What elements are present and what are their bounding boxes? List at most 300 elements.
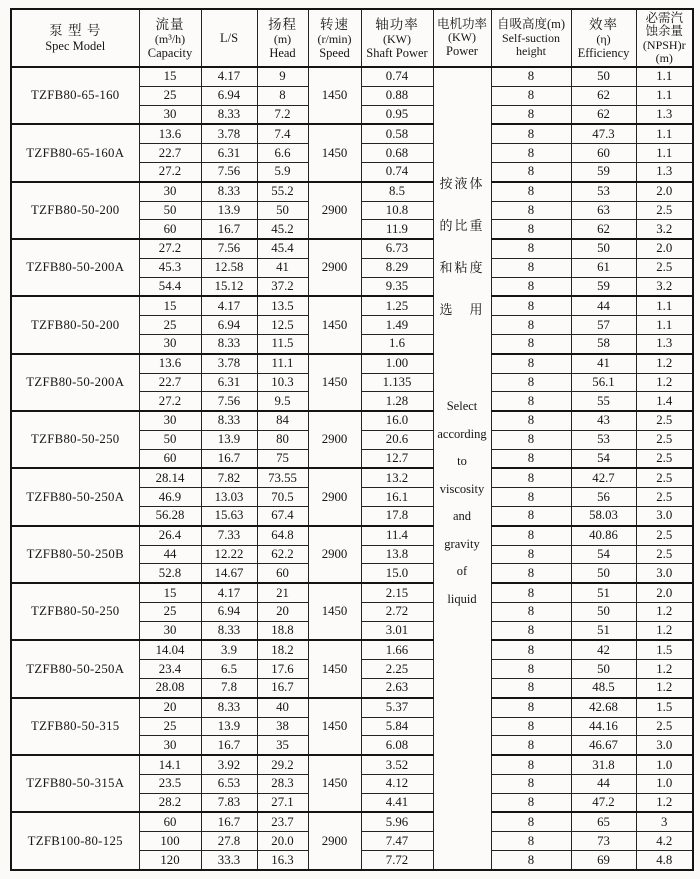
head-cell: 35 xyxy=(257,736,308,755)
col-header-eff-zh: 效率 xyxy=(589,16,618,32)
ls-cell: 33.3 xyxy=(201,851,257,871)
capacity-cell: 30 xyxy=(139,182,201,201)
npsh-cell: 1.1 xyxy=(636,124,693,143)
suction-cell: 8 xyxy=(491,144,571,163)
capacity-cell: 46.9 xyxy=(139,488,201,507)
col-header-capacity-unit: (m³/h) xyxy=(154,31,186,46)
table-row xyxy=(11,67,693,86)
power-note-line-en: gravity xyxy=(444,536,480,551)
ls-cell: 6.31 xyxy=(201,144,257,163)
shaft-power-cell: 5.96 xyxy=(361,812,433,831)
shaft-power-cell: 15.0 xyxy=(361,564,433,583)
power-selection-note xyxy=(434,68,491,613)
shaft-power-cell: 11.9 xyxy=(361,220,433,239)
ls-cell: 4.17 xyxy=(201,296,257,315)
ls-cell: 6.94 xyxy=(201,602,257,621)
suction-cell: 8 xyxy=(491,545,571,564)
speed-cell: 2900 xyxy=(308,239,361,296)
col-header-head-zh: 扬程 xyxy=(268,16,297,32)
shaft-power-cell: 0.88 xyxy=(361,86,433,105)
model-cell: TZFB80-50-200A xyxy=(11,239,139,296)
col-header-shaft-unit: (KW) xyxy=(383,31,411,46)
head-cell: 16.3 xyxy=(257,851,308,871)
npsh-cell: 1.1 xyxy=(636,316,693,335)
shaft-power-cell: 1.6 xyxy=(361,334,433,353)
efficiency-cell: 61 xyxy=(571,258,636,277)
capacity-cell: 28.2 xyxy=(139,793,201,812)
power-note-line-zh: 和粘度 xyxy=(439,260,485,275)
col-header-head-unit: (m) xyxy=(273,31,292,46)
ls-cell: 7.56 xyxy=(201,392,257,411)
speed-cell: 1450 xyxy=(308,755,361,812)
shaft-power-cell: 1.00 xyxy=(361,354,433,373)
head-cell: 80 xyxy=(257,430,308,449)
shaft-power-cell: 2.63 xyxy=(361,678,433,697)
shaft-power-cell: 8.29 xyxy=(361,258,433,277)
shaft-power-cell: 9.35 xyxy=(361,277,433,296)
col-header-suction-en2: height xyxy=(516,43,546,58)
capacity-cell: 27.2 xyxy=(139,239,201,258)
head-cell: 6.6 xyxy=(257,144,308,163)
npsh-cell: 1.5 xyxy=(636,698,693,717)
suction-cell: 8 xyxy=(491,201,571,220)
col-header-power-unit: (KW) xyxy=(448,30,476,45)
head-cell: 29.2 xyxy=(257,755,308,774)
efficiency-cell: 50 xyxy=(571,67,636,86)
npsh-cell: 2.5 xyxy=(636,526,693,545)
shaft-power-cell: 5.84 xyxy=(361,717,433,736)
col-header-power-en: Power xyxy=(446,44,478,59)
capacity-cell: 30 xyxy=(139,411,201,430)
npsh-cell: 2.5 xyxy=(636,411,693,430)
table-row xyxy=(11,468,693,487)
table-row xyxy=(11,583,693,602)
npsh-cell: 1.2 xyxy=(636,621,693,640)
ls-cell: 8.33 xyxy=(201,698,257,717)
npsh-cell: 2.0 xyxy=(636,583,693,602)
shaft-power-cell: 7.47 xyxy=(361,832,433,851)
model-cell: TZFB80-50-250 xyxy=(11,583,139,640)
ls-cell: 7.8 xyxy=(201,678,257,697)
suction-cell: 8 xyxy=(491,468,571,487)
model-cell: TZFB80-50-200 xyxy=(11,182,139,239)
power-note-line-en: and xyxy=(452,509,472,523)
ls-cell: 15.63 xyxy=(201,506,257,525)
capacity-cell: 25 xyxy=(139,316,201,335)
npsh-cell: 2.5 xyxy=(636,488,693,507)
shaft-power-cell: 1.28 xyxy=(361,392,433,411)
shaft-power-cell: 0.74 xyxy=(361,162,433,181)
capacity-cell: 30 xyxy=(139,105,201,124)
head-cell: 11.1 xyxy=(257,354,308,373)
col-header-model-zh: 泵 型 号 xyxy=(49,23,102,38)
shaft-power-cell: 0.68 xyxy=(361,144,433,163)
ls-cell: 16.7 xyxy=(201,449,257,468)
table-row xyxy=(11,812,693,831)
table-row xyxy=(11,239,693,258)
npsh-cell: 1.0 xyxy=(636,774,693,793)
shaft-power-cell: 2.15 xyxy=(361,583,433,602)
table-row xyxy=(11,411,693,430)
suction-cell: 8 xyxy=(491,373,571,392)
head-cell: 23.7 xyxy=(257,812,308,831)
capacity-cell: 25 xyxy=(139,86,201,105)
npsh-cell: 1.2 xyxy=(636,660,693,679)
efficiency-cell: 51 xyxy=(571,583,636,602)
speed-cell: 1450 xyxy=(308,698,361,755)
shaft-power-cell: 10.8 xyxy=(361,201,433,220)
power-note-line-en: of xyxy=(456,564,468,578)
npsh-cell: 1.5 xyxy=(636,640,693,659)
shaft-power-cell: 17.8 xyxy=(361,506,433,525)
efficiency-cell: 58.03 xyxy=(571,506,636,525)
col-header-model-en: Spec Model xyxy=(45,39,106,53)
ls-cell: 3.9 xyxy=(201,640,257,659)
head-cell: 27.1 xyxy=(257,793,308,812)
suction-cell: 8 xyxy=(491,526,571,545)
col-header-ls xyxy=(201,9,257,67)
efficiency-cell: 63 xyxy=(571,201,636,220)
ls-cell: 3.92 xyxy=(201,755,257,774)
efficiency-cell: 46.67 xyxy=(571,736,636,755)
model-cell: TZFB80-50-200 xyxy=(11,296,139,353)
head-cell: 7.4 xyxy=(257,124,308,143)
capacity-cell: 27.2 xyxy=(139,392,201,411)
npsh-cell: 1.1 xyxy=(636,144,693,163)
suction-cell: 8 xyxy=(491,774,571,793)
efficiency-cell: 53 xyxy=(571,430,636,449)
col-header-shaft-zh: 轴功率 xyxy=(375,16,419,32)
head-cell: 20.0 xyxy=(257,832,308,851)
col-header-eff-unit: (η) xyxy=(596,31,611,46)
npsh-cell: 1.3 xyxy=(636,105,693,124)
npsh-cell: 2.5 xyxy=(636,430,693,449)
shaft-power-cell: 16.1 xyxy=(361,488,433,507)
power-note-line-en: liquid xyxy=(447,591,477,606)
head-cell: 5.9 xyxy=(257,162,308,181)
suction-cell: 8 xyxy=(491,86,571,105)
head-cell: 12.5 xyxy=(257,316,308,335)
ls-cell: 16.7 xyxy=(201,812,257,831)
efficiency-cell: 62 xyxy=(571,86,636,105)
model-cell: TZFB80-50-250A xyxy=(11,468,139,525)
capacity-cell: 60 xyxy=(139,812,201,831)
ls-cell: 6.31 xyxy=(201,373,257,392)
col-header-suction-en1: Self-suction xyxy=(502,30,560,45)
speed-cell: 1450 xyxy=(308,124,361,181)
head-cell: 50 xyxy=(257,201,308,220)
efficiency-cell: 43 xyxy=(571,411,636,430)
capacity-cell: 50 xyxy=(139,430,201,449)
table-body xyxy=(11,67,693,870)
speed-cell: 1450 xyxy=(308,354,361,411)
col-header-speed-en: Speed xyxy=(319,45,350,60)
model-cell: TZFB80-50-250A xyxy=(11,640,139,697)
efficiency-cell: 62 xyxy=(571,105,636,124)
npsh-cell: 1.2 xyxy=(636,354,693,373)
capacity-cell: 30 xyxy=(139,621,201,640)
npsh-cell: 1.3 xyxy=(636,334,693,353)
suction-cell: 8 xyxy=(491,392,571,411)
shaft-power-cell: 2.25 xyxy=(361,660,433,679)
head-cell: 45.4 xyxy=(257,239,308,258)
col-header-npsh xyxy=(636,9,693,67)
capacity-cell: 28.08 xyxy=(139,678,201,697)
suction-cell: 8 xyxy=(491,182,571,201)
capacity-cell: 100 xyxy=(139,832,201,851)
npsh-cell: 2.5 xyxy=(636,201,693,220)
shaft-power-cell: 4.41 xyxy=(361,793,433,812)
model-cell: TZFB80-50-315 xyxy=(11,698,139,755)
suction-cell: 8 xyxy=(491,67,571,86)
col-header-model xyxy=(11,9,139,67)
npsh-cell: 2.0 xyxy=(636,239,693,258)
capacity-cell: 56.28 xyxy=(139,506,201,525)
efficiency-cell: 57 xyxy=(571,316,636,335)
col-header-npsh-en: (NPSH)r xyxy=(642,37,686,52)
power-note-line-en: Select xyxy=(446,399,478,413)
efficiency-cell: 69 xyxy=(571,851,636,871)
shaft-power-cell: 7.72 xyxy=(361,851,433,871)
capacity-cell: 13.6 xyxy=(139,354,201,373)
suction-cell: 8 xyxy=(491,334,571,353)
npsh-cell: 3.0 xyxy=(636,736,693,755)
capacity-cell: 60 xyxy=(139,449,201,468)
suction-cell: 8 xyxy=(491,698,571,717)
head-cell: 37.2 xyxy=(257,277,308,296)
ls-cell: 4.17 xyxy=(201,67,257,86)
efficiency-cell: 44 xyxy=(571,774,636,793)
npsh-cell: 2.5 xyxy=(636,545,693,564)
shaft-power-cell: 0.95 xyxy=(361,105,433,124)
efficiency-cell: 47.2 xyxy=(571,793,636,812)
shaft-power-cell: 11.4 xyxy=(361,526,433,545)
col-header-suction xyxy=(491,9,571,67)
power-note-line-en: to xyxy=(457,454,467,468)
head-cell: 75 xyxy=(257,449,308,468)
npsh-cell: 4.2 xyxy=(636,832,693,851)
suction-cell: 8 xyxy=(491,488,571,507)
capacity-cell: 15 xyxy=(139,296,201,315)
capacity-cell: 15 xyxy=(139,583,201,602)
ls-cell: 6.53 xyxy=(201,774,257,793)
suction-cell: 8 xyxy=(491,277,571,296)
suction-cell: 8 xyxy=(491,220,571,239)
ls-cell: 3.78 xyxy=(201,354,257,373)
npsh-cell: 2.5 xyxy=(636,449,693,468)
capacity-cell: 28.14 xyxy=(139,468,201,487)
speed-cell: 2900 xyxy=(308,411,361,468)
shaft-power-cell: 0.74 xyxy=(361,67,433,86)
efficiency-cell: 50 xyxy=(571,660,636,679)
ls-cell: 7.56 xyxy=(201,162,257,181)
col-header-capacity xyxy=(139,9,201,67)
suction-cell: 8 xyxy=(491,411,571,430)
shaft-power-cell: 12.7 xyxy=(361,449,433,468)
shaft-power-cell: 5.37 xyxy=(361,698,433,717)
npsh-cell: 2.5 xyxy=(636,258,693,277)
efficiency-cell: 60 xyxy=(571,144,636,163)
ls-cell: 8.33 xyxy=(201,105,257,124)
shaft-power-cell: 1.135 xyxy=(361,373,433,392)
suction-cell: 8 xyxy=(491,717,571,736)
efficiency-cell: 42 xyxy=(571,640,636,659)
npsh-cell: 1.2 xyxy=(636,373,693,392)
capacity-cell: 20 xyxy=(139,698,201,717)
npsh-cell: 3.0 xyxy=(636,506,693,525)
efficiency-cell: 54 xyxy=(571,545,636,564)
suction-cell: 8 xyxy=(491,564,571,583)
table-row xyxy=(11,526,693,545)
col-header-power-zh: 电机功率 xyxy=(436,16,487,31)
suction-cell: 8 xyxy=(491,793,571,812)
ls-cell: 12.22 xyxy=(201,545,257,564)
shaft-power-cell: 20.6 xyxy=(361,430,433,449)
ls-cell: 6.5 xyxy=(201,660,257,679)
capacity-cell: 13.6 xyxy=(139,124,201,143)
ls-cell: 16.7 xyxy=(201,736,257,755)
speed-cell: 2900 xyxy=(308,468,361,525)
suction-cell: 8 xyxy=(491,506,571,525)
capacity-cell: 22.7 xyxy=(139,373,201,392)
efficiency-cell: 65 xyxy=(571,812,636,831)
npsh-cell: 2.5 xyxy=(636,468,693,487)
npsh-cell: 2.5 xyxy=(636,717,693,736)
head-cell: 70.5 xyxy=(257,488,308,507)
capacity-cell: 25 xyxy=(139,717,201,736)
npsh-cell: 1.4 xyxy=(636,392,693,411)
ls-cell: 13.9 xyxy=(201,717,257,736)
npsh-cell: 1.1 xyxy=(636,296,693,315)
head-cell: 73.55 xyxy=(257,468,308,487)
head-cell: 17.6 xyxy=(257,660,308,679)
speed-cell: 1450 xyxy=(308,583,361,640)
model-cell: TZFB80-65-160A xyxy=(11,124,139,181)
ls-cell: 7.33 xyxy=(201,526,257,545)
pump-spec-table xyxy=(10,8,694,871)
col-header-speed-unit: (r/min) xyxy=(317,31,352,46)
efficiency-cell: 73 xyxy=(571,832,636,851)
suction-cell: 8 xyxy=(491,678,571,697)
head-cell: 84 xyxy=(257,411,308,430)
suction-cell: 8 xyxy=(491,640,571,659)
model-cell: TZFB100-80-125 xyxy=(11,812,139,870)
efficiency-cell: 56.1 xyxy=(571,373,636,392)
shaft-power-cell: 3.52 xyxy=(361,755,433,774)
ls-cell: 12.58 xyxy=(201,258,257,277)
table-header xyxy=(11,9,693,67)
power-note-line-en: viscosity xyxy=(439,481,485,496)
ls-cell: 3.78 xyxy=(201,124,257,143)
speed-cell: 1450 xyxy=(308,296,361,353)
efficiency-cell: 50 xyxy=(571,602,636,621)
col-header-speed-zh: 转速 xyxy=(320,16,349,32)
efficiency-cell: 56 xyxy=(571,488,636,507)
col-header-npsh-zh2: 蚀余量 xyxy=(645,24,683,38)
shaft-power-cell: 8.5 xyxy=(361,182,433,201)
head-cell: 18.8 xyxy=(257,621,308,640)
model-cell: TZFB80-50-250 xyxy=(11,411,139,468)
suction-cell: 8 xyxy=(491,736,571,755)
head-cell: 11.5 xyxy=(257,334,308,353)
table-row xyxy=(11,124,693,143)
efficiency-cell: 50 xyxy=(571,564,636,583)
shaft-power-cell: 1.25 xyxy=(361,296,433,315)
head-cell: 7.2 xyxy=(257,105,308,124)
ls-cell: 8.33 xyxy=(201,621,257,640)
efficiency-cell: 44 xyxy=(571,296,636,315)
ls-cell: 4.17 xyxy=(201,583,257,602)
ls-cell: 14.67 xyxy=(201,564,257,583)
model-cell: TZFB80-50-315A xyxy=(11,755,139,812)
shaft-power-cell: 6.73 xyxy=(361,239,433,258)
head-cell: 10.3 xyxy=(257,373,308,392)
head-cell: 45.2 xyxy=(257,220,308,239)
efficiency-cell: 54 xyxy=(571,449,636,468)
ls-cell: 8.33 xyxy=(201,182,257,201)
efficiency-cell: 50 xyxy=(571,239,636,258)
suction-cell: 8 xyxy=(491,660,571,679)
model-cell: TZFB80-50-250B xyxy=(11,526,139,583)
npsh-cell: 1.2 xyxy=(636,678,693,697)
ls-cell: 7.56 xyxy=(201,239,257,258)
table-row xyxy=(11,296,693,315)
suction-cell: 8 xyxy=(491,162,571,181)
ls-cell: 13.03 xyxy=(201,488,257,507)
speed-cell: 2900 xyxy=(308,526,361,583)
ls-cell: 7.83 xyxy=(201,793,257,812)
suction-cell: 8 xyxy=(491,124,571,143)
suction-cell: 8 xyxy=(491,602,571,621)
efficiency-cell: 55 xyxy=(571,392,636,411)
efficiency-cell: 58 xyxy=(571,334,636,353)
speed-cell: 1450 xyxy=(308,640,361,697)
head-cell: 62.2 xyxy=(257,545,308,564)
ls-cell: 13.9 xyxy=(201,430,257,449)
npsh-cell: 3 xyxy=(636,812,693,831)
capacity-cell: 120 xyxy=(139,851,201,871)
ls-cell: 7.82 xyxy=(201,468,257,487)
capacity-cell: 26.4 xyxy=(139,526,201,545)
ls-cell: 8.33 xyxy=(201,334,257,353)
npsh-cell: 1.1 xyxy=(636,86,693,105)
suction-cell: 8 xyxy=(491,430,571,449)
capacity-cell: 15 xyxy=(139,67,201,86)
col-header-shaft-en: Shaft Power xyxy=(366,45,428,60)
npsh-cell: 3.2 xyxy=(636,277,693,296)
head-cell: 9.5 xyxy=(257,392,308,411)
table-row xyxy=(11,182,693,201)
table-row xyxy=(11,640,693,659)
shaft-power-cell: 16.0 xyxy=(361,411,433,430)
efficiency-cell: 42.68 xyxy=(571,698,636,717)
efficiency-cell: 59 xyxy=(571,162,636,181)
shaft-power-cell: 6.08 xyxy=(361,736,433,755)
capacity-cell: 25 xyxy=(139,602,201,621)
suction-cell: 8 xyxy=(491,239,571,258)
ls-cell: 8.33 xyxy=(201,411,257,430)
col-header-eff-en: Efficiency xyxy=(577,45,630,60)
shaft-power-cell: 13.8 xyxy=(361,545,433,564)
capacity-cell: 22.7 xyxy=(139,144,201,163)
head-cell: 21 xyxy=(257,583,308,602)
speed-cell: 1450 xyxy=(308,67,361,124)
npsh-cell: 1.0 xyxy=(636,755,693,774)
col-header-efficiency xyxy=(571,9,636,67)
npsh-cell: 4.8 xyxy=(636,851,693,871)
speed-cell: 2900 xyxy=(308,182,361,239)
suction-cell: 8 xyxy=(491,755,571,774)
